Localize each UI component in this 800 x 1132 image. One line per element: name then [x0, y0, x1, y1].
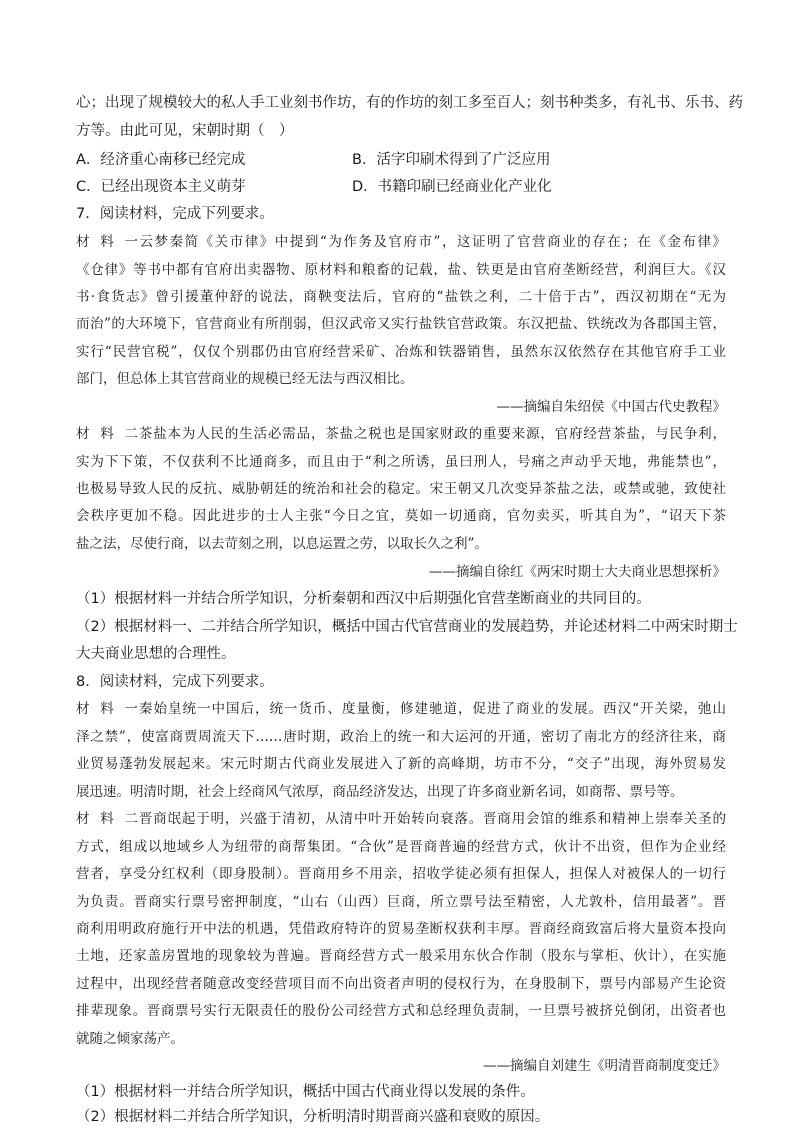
q6-line-1: 心；出现了规模较大的私人手工业刻书作坊，有的作坊的刻工多至百人；刻书种类多，有礼书、乐书、药	[76, 95, 743, 111]
q6-option-b[interactable]: B．活字印刷术得到了广泛应用	[352, 152, 551, 168]
q8-material2-line-1	[76, 808, 726, 830]
q6-option-a[interactable]: A．经济重心南移已经完成	[76, 152, 246, 168]
q8-material2-line-8: 排辈现象。晋商票号实行无限责任的股份公司经营方式和总经理负责制，一旦票号被挤兑倒闭，出资者也	[76, 1003, 726, 1019]
q8-material1-line-3: 业贸易蓬勃发展起来。宋元时期古代商业发展进入了新的高峰期，坊市不分，“交子”出现，海外贸易发	[76, 756, 726, 772]
q8-material1-line-2: 泽之禁”，使富商贾周流天下……唐时期，政治上的统一和大运河的开通，密切了南北方的经济往来，商	[76, 729, 726, 745]
q6-option-c[interactable]: C．已经出现资本主义萌芽	[76, 179, 246, 195]
q7-material2-line-5: 盐之法，尽使行商，以去苛刻之刑，以息运置之劳，以取长久之利”。	[76, 536, 488, 552]
q7-material1-text: 云梦秦简《关市律》中提到“为作务及官府市”，这证明了官营商业的存在；在《金布律》	[138, 234, 726, 250]
q8-material2-line-3: 营者，享受分红权利（即身股制）。晋商用乡不用亲，招收学徒必须有担保人，担保人对被保人的一切行	[76, 866, 726, 882]
q7-material1-line-2: 《仓律》等书中都有官府出卖器物、原材料和粮畜的记载，盐、铁更是由官府垄断经营，利润巨大。《汉	[76, 262, 726, 278]
q8-material2-line-2: 方式，组成以地域乡人为纽带的商帮集团。“合伙”是晋商普遍的经营方式，伙计不出资，但作为企业经	[76, 839, 726, 855]
q8-material2-line-7: 过程中，出现经营者随意改变经营项目而不向出资者声明的侵权行为，在身股制下，票号内部易产生论资	[76, 976, 726, 992]
q6-option-d[interactable]: D．书籍印刷已经商业化产业化	[352, 179, 552, 195]
q8-material1-line-1	[76, 698, 726, 720]
q7-material1-label: 材料一	[76, 234, 138, 250]
q7-material2-source: ——摘编自徐红《两宋时期士大夫商业思想探析》	[429, 564, 726, 580]
q7-material1-line-1	[76, 231, 726, 253]
q7-material1-line-4: 而治”的大环境下，官营商业有所削弱，但汉武帝又实行盐铁官营政策。东汉把盐、铁统改为各郡国主管，	[76, 316, 726, 332]
q8-material2-source: ——摘编自刘建生《明清晋商制度变迁》	[483, 1058, 726, 1074]
q7-material1-line-6: 部门，但总体上其官营商业的规模已经无法与西汉相比。	[76, 371, 414, 387]
q8-material2-line-9: 就随之倾家荡产。	[76, 1031, 184, 1047]
q7-material2-text: 茶盐本为人民的生活必需品，茶盐之税也是国家财政的重要来源，官府经营茶盐，与民争利，	[138, 426, 726, 442]
q8-material1-label: 材料一	[76, 701, 138, 717]
q7-material2-line-1	[76, 423, 726, 445]
q7-question-2-cont: 大夫商业思想的合理性。	[76, 646, 236, 662]
q8-material1-text: 秦始皇统一中国后，统一货币、度量衡，修建驰道，促进了商业的发展。西汉“开关梁，弛山	[138, 701, 726, 717]
q8-material2-label: 材料二	[76, 811, 138, 827]
q7-material2-line-4: 会秩序更加不稳。因此进步的士人主张“今日之宜，莫如一切通商，官勿卖买，听其自为”，“诏天下茶	[76, 508, 726, 524]
q8-material2-line-5: 商利用明政府施行开中法的机遇，凭借政府特许的贸易垄断权获利丰厚。晋商经商致富后将大量资本投向	[76, 921, 726, 937]
q7-stem: 7．阅读材料，完成下列要求。	[76, 206, 274, 222]
q7-material1-source: ——摘编自朱绍侯《中国古代史教程》	[496, 399, 726, 415]
q7-material1-line-3: 书·食货志》曾引援董仲舒的说法，商鞅变法后，官府的“盐铁之利，二十倍于古”，西汉初期在“无为	[76, 289, 726, 305]
q7-material2-line-2: 实为下下策，不仅获利不比通商多，而且由于“利之所诱，虽曰刑人，号痛之声动乎天地，弗能禁也”，	[76, 454, 726, 470]
q8-material1-line-4: 展迅速。明清时期，社会上经商风气浓厚，商品经济发达，出现了许多商业新名词，如商帮、票号等。	[76, 784, 684, 800]
q7-question-2: （2）根据材料一、二并结合所学知识，概括中国古代官营商业的发展趋势，并论述材料二中两宋时期士	[76, 619, 738, 635]
q8-stem: 8．阅读材料，完成下列要求。	[76, 674, 274, 690]
q8-material2-line-6: 土地，还家盖房置地的现象较为普遍。晋商经营方式一般采用东伙合作制（股东与掌柜、伙计），在实施	[76, 948, 726, 964]
q8-material2-text: 晋商氓起于明，兴盛于清初，从清中叶开始转向衰落。晋商用会馆的维系和精神上崇奉关圣的	[138, 811, 726, 827]
q7-material1-line-5: 实行“民营官税”，仅仅个别郡仍由官府经营采矿、冶炼和铁器销售，虽然东汉依然存在其他官府手工业	[76, 344, 726, 360]
q6-line-2: 方等。由此可见，宋朝时期（ ）	[76, 123, 294, 139]
q8-question-1: （1）根据材料一并结合所学知识，概括中国古代商业得以发展的条件。	[76, 1084, 535, 1100]
q8-question-2: （2）根据材料二并结合所学知识，分析明清时期晋商兴盛和衰败的原因。	[76, 1109, 550, 1125]
q7-material2-label: 材料二	[76, 426, 138, 442]
q8-material2-line-4: 为负责。晋商实行票号密押制度，“山右（山西）巨商，所立票号法至精密，人尤敦朴，信用最著”。晋	[76, 894, 726, 910]
q7-material2-line-3: 也极易导致人民的反抗、威胁朝廷的统治和社会的稳定。宋王朝又几次变异茶盐之法，或禁或驰，致使社	[76, 481, 726, 497]
q7-question-1: （1）根据材料一并结合所学知识，分析秦朝和西汉中后期强化官营垄断商业的共同目的。	[76, 591, 651, 607]
